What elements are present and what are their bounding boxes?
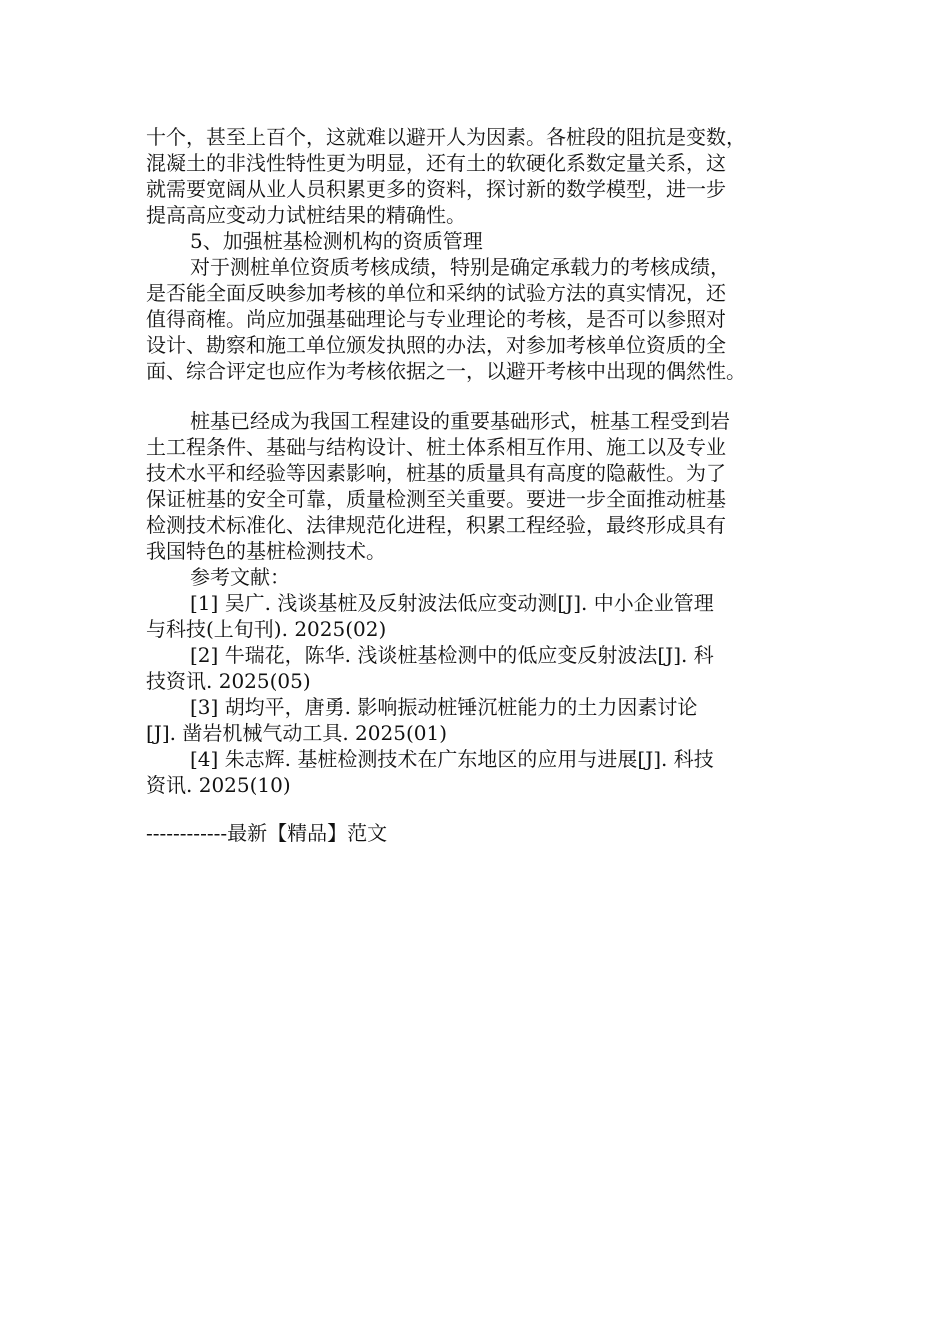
text-line: 保证桩基的安全可靠，质量检测至关重要。要进一步全面推动桩基: [146, 487, 726, 511]
reference-list: [146, 590, 806, 798]
text-line: 值得商榷。尚应加强基础理论与专业理论的考核，是否可以参照对: [146, 307, 726, 331]
text-line: 是否能全面反映参加考核的单位和采纳的试验方法的真实情况，还: [146, 281, 726, 305]
paragraph-spacer: [146, 384, 806, 408]
document-body: [146, 124, 806, 798]
text-line: 桩基已经成为我国工程建设的重要基础形式，桩基工程受到岩: [190, 409, 730, 433]
reference-line: [4] 朱志辉. 基桩检测技术在广东地区的应用与进展[J]. 科技: [190, 747, 714, 771]
text-line: 面、综合评定也应作为考核依据之一，以避开考核中出现的偶然性。: [146, 359, 746, 383]
footer-text: ------------最新【精品】范文: [146, 821, 388, 845]
paragraph-continuation: [146, 124, 806, 228]
reference-item: [146, 590, 806, 642]
paragraph-qualification: [146, 254, 806, 384]
reference-item: [146, 694, 806, 746]
text-line: 混凝土的非浅性特性更为明显，还有土的软硬化系数定量关系，这: [146, 151, 726, 175]
text-line: 对于测桩单位资质考核成绩，特别是确定承载力的考核成绩，: [190, 255, 730, 279]
reference-item: [146, 642, 806, 694]
text-line: 检测技术标准化、法律规范化进程，积累工程经验，最终形成具有: [146, 513, 726, 537]
text-line: 我国特色的基桩检测技术。: [146, 539, 386, 563]
reference-line: 资讯. 2025(10): [146, 773, 291, 797]
text-line: 就需要宽阔从业人员积累更多的资料，探讨新的数学模型，进一步: [146, 177, 726, 201]
section-heading: 5、加强桩基检测机构的资质管理: [190, 229, 483, 253]
text-line: 十个，甚至上百个，这就难以避开人为因素。各桩段的阻抗是变数，: [146, 125, 746, 149]
text-line: 设计、勘察和施工单位颁发执照的办法，对参加考核单位资质的全: [146, 333, 726, 357]
reference-item: [146, 746, 806, 798]
paragraph-conclusion: [146, 408, 806, 564]
text-line: 技术水平和经验等因素影响，桩基的质量具有高度的隐蔽性。为了: [146, 461, 726, 485]
reference-line: [1] 吴广. 浅谈基桩及反射波法低应变动测[J]. 中小企业管理: [190, 591, 714, 615]
references-heading: 参考文献：: [190, 565, 290, 589]
reference-line: [J]. 凿岩机械气动工具. 2025(01): [146, 721, 448, 745]
reference-line: 技资讯. 2025(05): [146, 669, 311, 693]
text-line: 土工程条件、基础与结构设计、桩土体系相互作用、施工以及专业: [146, 435, 726, 459]
reference-line: 与科技(上旬刊). 2025(02): [146, 617, 387, 641]
reference-line: [2] 牛瑞花，陈华. 浅谈桩基检测中的低应变反射波法[J]. 科: [190, 643, 714, 667]
reference-line: [3] 胡均平，唐勇. 影响振动桩锤沉桩能力的土力因素讨论: [190, 695, 698, 719]
text-line: 提高高应变动力试桩结果的精确性。: [146, 203, 466, 227]
